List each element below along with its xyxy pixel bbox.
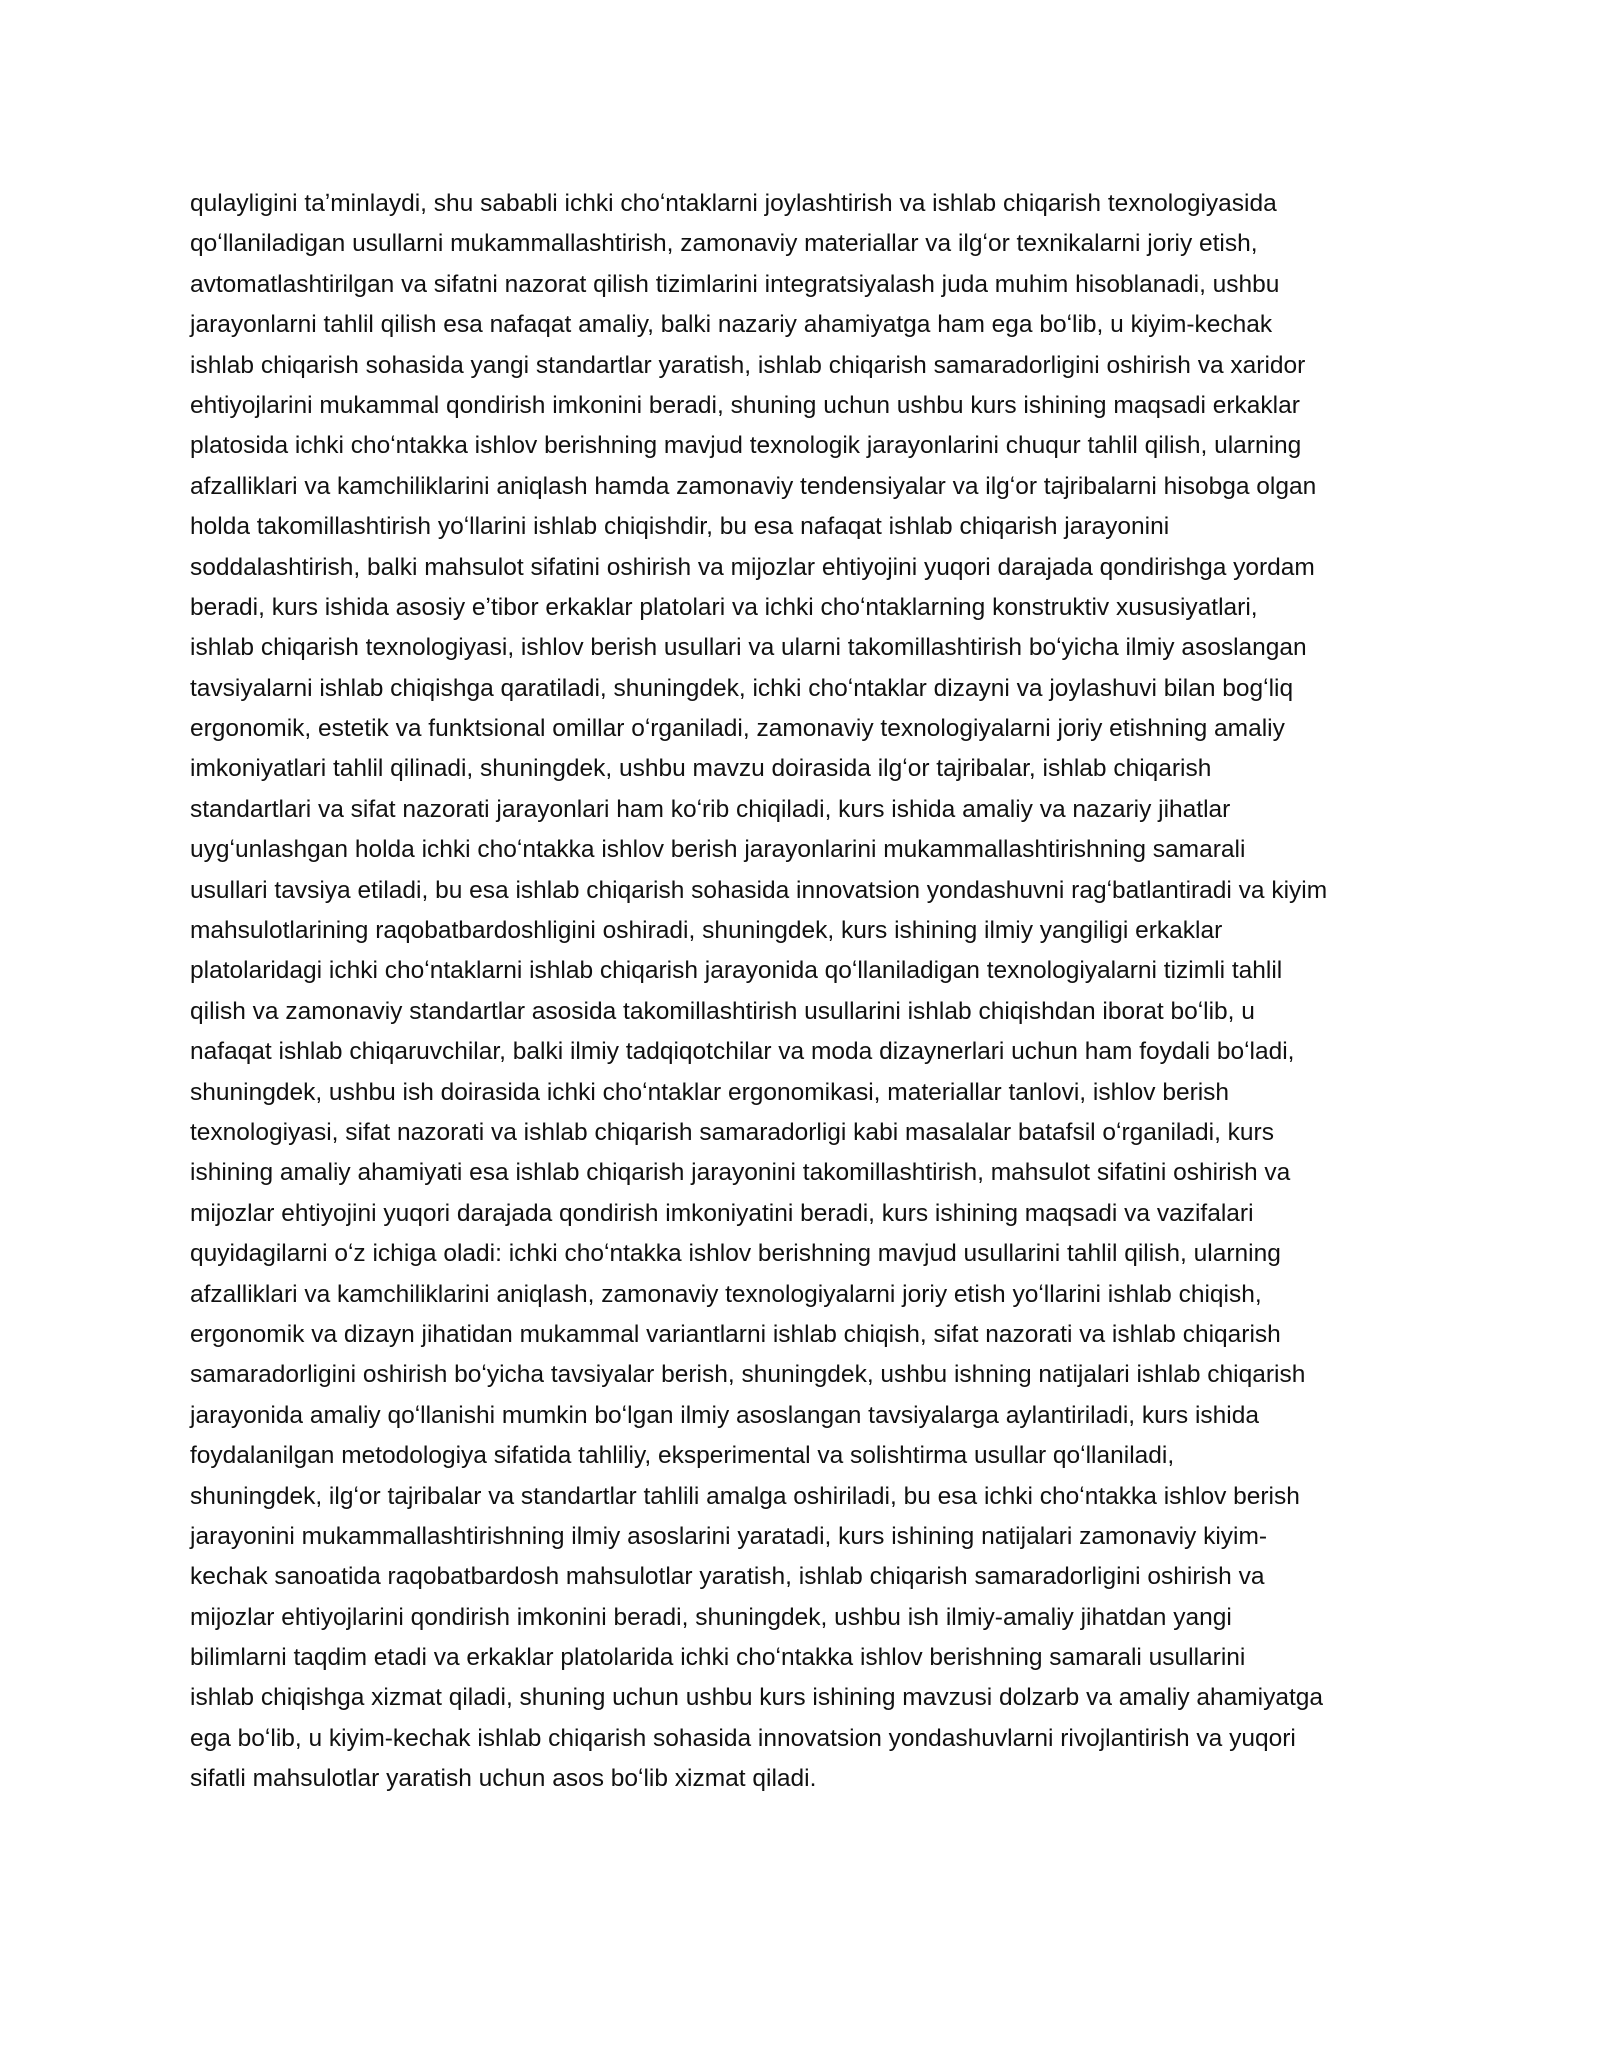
text-line: mijozlar ehtiyojini yuqori darajada qondirish imkoniyatini beradi, kurs ishining maqsadi va vazifalari <box>190 1199 1254 1227</box>
text-line: shuningdek, ilgʻor tajribalar va standartlar tahlili amalga oshiriladi, bu esa ichki choʻntakka ishlov berish <box>190 1482 1300 1510</box>
text-line: bilimlarni taqdim etadi va erkaklar platolarida ichki choʻntakka ishlov berishning samarali usullarini <box>190 1644 1246 1672</box>
text-line: platolaridagi ichki choʻntaklarni ishlab chiqarish jarayonida qoʻllaniladigan texnologiyalarni tizimli tahlil <box>190 957 1283 985</box>
text-line: ergonomik va dizayn jihatidan mukammal variantlarni ishlab chiqish, sifat nazorati va ishlab chiqarish <box>190 1320 1281 1348</box>
text-line: jarayonini mukammallashtirishning ilmiy asoslarini yaratadi, kurs ishining natijalari zamonaviy kiyim- <box>190 1522 1268 1550</box>
text-line: qoʻllaniladigan usullarni mukammallashtirish, zamonaviy materiallar va ilgʻor texnikalarni joriy etish, <box>190 230 1258 258</box>
text-line: qulayligini taʼminlaydi, shu sababli ichki choʻntaklarni joylashtirish va ishlab chiqarish texnologiyasida <box>190 190 1277 217</box>
text-line: avtomatlashtirilgan va sifatni nazorat qilish tizimlarini integratsiyalash juda muhim hisoblanadi, ushbu <box>190 270 1280 298</box>
text-line: ishlab chiqarish texnologiyasi, ishlov berish usullari va ularni takomillashtirish boʻyicha ilmiy asoslangan <box>190 634 1307 662</box>
text-line: tavsiyalarni ishlab chiqishga qaratiladi, shuningdek, ichki choʻntaklar dizayni va joylashuvi bilan bogʻliq <box>190 674 1294 702</box>
text-line: quyidagilarni oʻz ichiga oladi: ichki choʻntakka ishlov berishning mavjud usullarini tahlil qilish, ularning <box>190 1240 1281 1268</box>
text-line: sifatli mahsulotlar yaratish uchun asos boʻlib xizmat qiladi. <box>190 1765 817 1793</box>
text-line: afzalliklari va kamchiliklarini aniqlash, zamonaviy texnologiyalarni joriy etish yoʻllarini ishlab chiqish, <box>190 1280 1262 1308</box>
text-line: ergonomik, estetik va funktsional omillar oʻrganiladi, zamonaviy texnologiyalarni joriy etishning amaliy <box>190 715 1285 743</box>
text-line: usullari tavsiya etiladi, bu esa ishlab chiqarish sohasida innovatsion yondashuvni ragʻbatlantiradi va kiyim <box>190 876 1328 904</box>
text-line: standartlari va sifat nazorati jarayonlari ham koʻrib chiqiladi, kurs ishida amaliy va nazariy jihatlar <box>190 795 1231 823</box>
text-line: samaradorligini oshirish boʻyicha tavsiyalar berish, shuningdek, ushbu ishning natijalari ishlab chiqarish <box>190 1361 1306 1389</box>
text-line: jarayonida amaliy qoʻllanishi mumkin boʻlgan ilmiy asoslangan tavsiyalarga aylantiriladi, kurs ishida <box>190 1401 1259 1429</box>
text-line: afzalliklari va kamchiliklarini aniqlash hamda zamonaviy tendensiyalar va ilgʻor tajribalarni hisobga olgan <box>190 472 1317 500</box>
text-line: beradi, kurs ishida asosiy eʼtibor erkaklar platolari va ichki choʻntaklarning konstruktiv xususiyatlari, <box>190 593 1258 621</box>
text-line: holda takomillashtirish yoʻllarini ishlab chiqishdir, bu esa nafaqat ishlab chiqarish jarayonini <box>190 513 1170 541</box>
text-line: texnologiyasi, sifat nazorati va ishlab chiqarish samaradorligi kabi masalalar batafsil oʻrganiladi, kurs <box>190 1118 1274 1146</box>
text-line: shuningdek, ushbu ish doirasida ichki choʻntaklar ergonomikasi, materiallar tanlovi, ishlov berish <box>190 1078 1230 1106</box>
text-line: platosida ichki choʻntakka ishlov berishning mavjud texnologik jarayonlarini chuqur tahlil qilish, ularning <box>190 432 1302 460</box>
text-line: mahsulotlarining raqobatbardoshligini oshiradi, shuningdek, kurs ishining ilmiy yangiligi erkaklar <box>190 917 1223 945</box>
text-line: soddalashtirish, balki mahsulot sifatini oshirish va mijozlar ehtiyojini yuqori darajada qondirishga yordam <box>190 553 1315 581</box>
body-paragraph <box>190 184 1420 1800</box>
text-line: mijozlar ehtiyojlarini qondirish imkonini beradi, shuningdek, ushbu ish ilmiy-amaliy jihatdan yangi <box>190 1603 1232 1631</box>
text-line: kechak sanoatida raqobatbardosh mahsulotlar yaratish, ishlab chiqarish samaradorligini oshirish va <box>190 1563 1265 1591</box>
text-line: nafaqat ishlab chiqaruvchilar, balki ilmiy tadqiqotchilar va moda dizaynerlari uchun ham foydali boʻladi, <box>190 1038 1295 1066</box>
text-line: ishining amaliy ahamiyati esa ishlab chiqarish jarayonini takomillashtirish, mahsulot sifatini oshirish va <box>190 1159 1291 1187</box>
text-line: qilish va zamonaviy standartlar asosida takomillashtirish usullarini ishlab chiqishdan iborat boʻlib, u <box>190 997 1255 1025</box>
text-line: foydalanilgan metodologiya sifatida tahliliy, eksperimental va solishtirma usullar qoʻllaniladi, <box>190 1442 1175 1470</box>
text-line: ishlab chiqishga xizmat qiladi, shuning uchun ushbu kurs ishining mavzusi dolzarb va amaliy ahamiyatga <box>190 1684 1324 1712</box>
text-line: ehtiyojlarini mukammal qondirish imkonini beradi, shuning uchun ushbu kurs ishining maqsadi erkaklar <box>190 391 1300 419</box>
text-line: ishlab chiqarish sohasida yangi standartlar yaratish, ishlab chiqarish samaradorligini oshirish va xaridor <box>190 351 1306 379</box>
text-line: ega boʻlib, u kiyim-kechak ishlab chiqarish sohasida innovatsion yondashuvlarni rivojlantirish va yuqori <box>190 1724 1296 1752</box>
text-line: imkoniyatlari tahlil qilinadi, shuningdek, ushbu mavzu doirasida ilgʻor tajribalar, ishlab chiqarish <box>190 755 1212 783</box>
text-line: jarayonlarni tahlil qilish esa nafaqat amaliy, balki nazariy ahamiyatga ham ega boʻlib, u kiyim-kechak <box>190 311 1273 339</box>
text-line: uygʻunlashgan holda ichki choʻntakka ishlov berish jarayonlarini mukammallashtirishning samarali <box>190 836 1246 864</box>
